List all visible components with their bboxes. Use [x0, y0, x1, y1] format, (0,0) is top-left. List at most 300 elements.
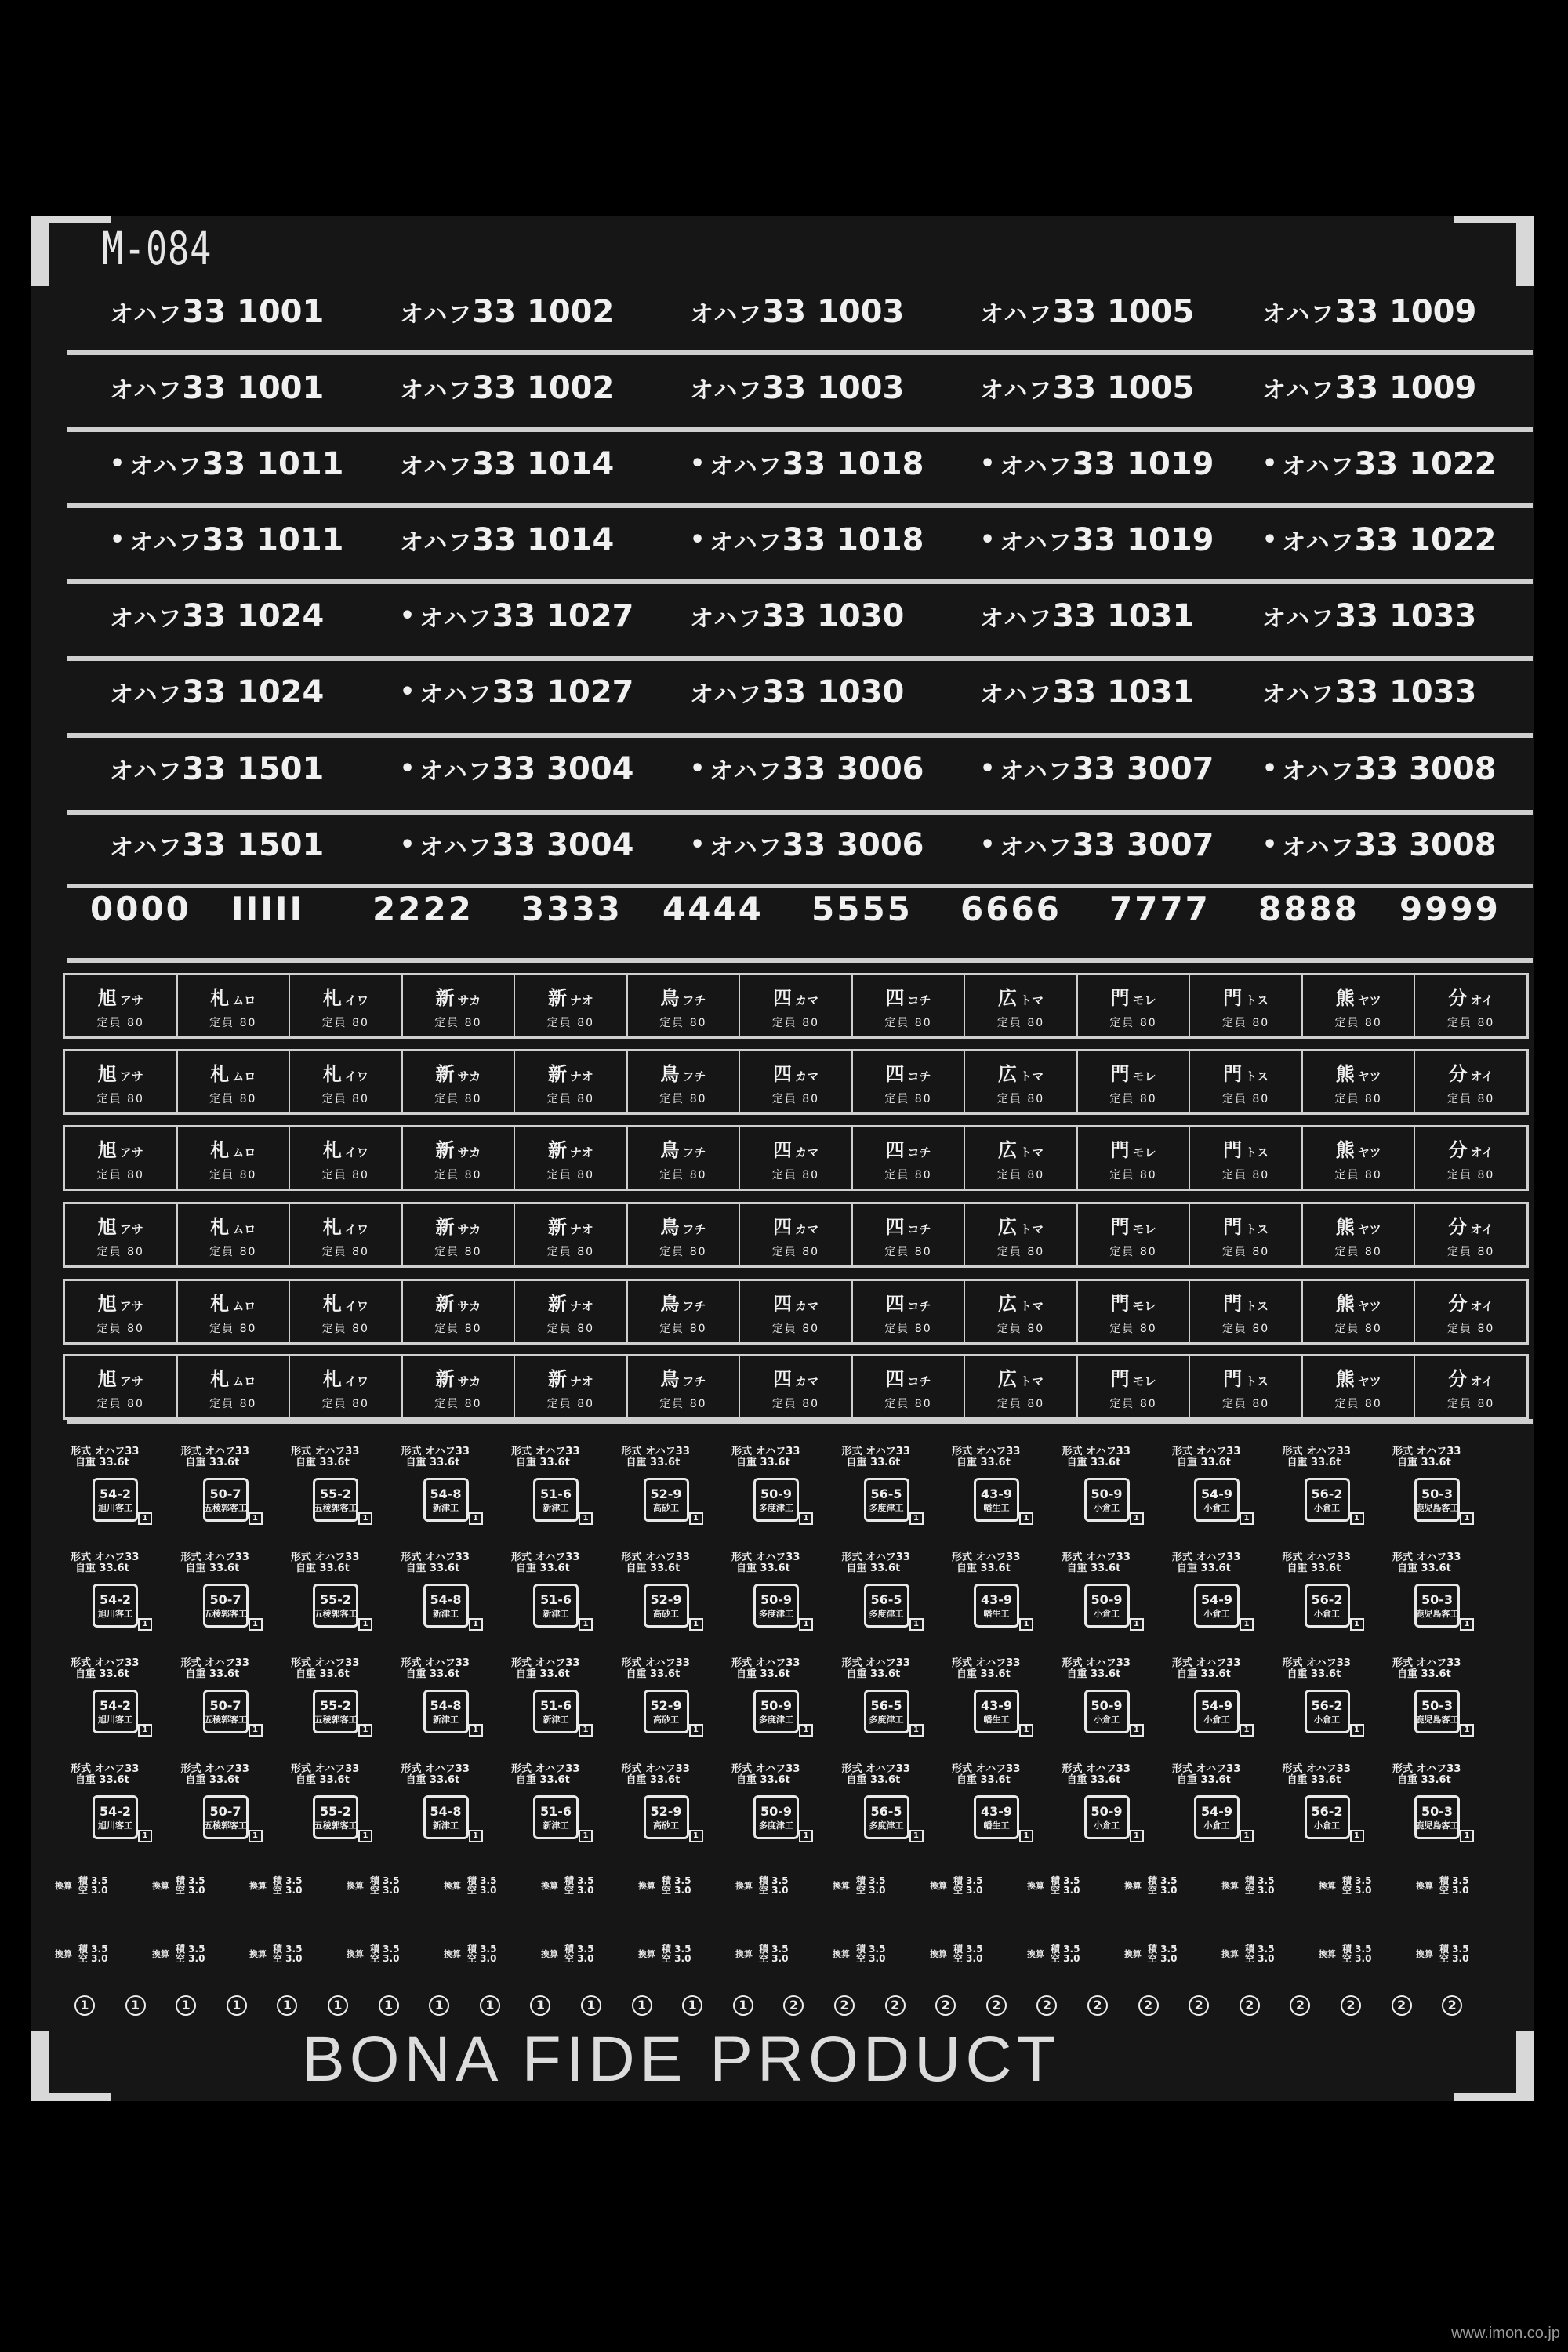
car-number-value: 33 1009 [1334, 370, 1477, 406]
spec-mark: 1 [689, 1830, 703, 1842]
depot-name [1223, 982, 1269, 1010]
divider-line [67, 656, 1533, 661]
capacity-loaded: 積 3.5 [1439, 1944, 1469, 1955]
capacity-text: 定員 80 [546, 1016, 595, 1029]
spec-weight-label: 自重 [185, 1668, 210, 1680]
capacity-loaded: 積 3.5 [1148, 1944, 1178, 1955]
capacity-empty: 空 3.0 [1439, 1885, 1469, 1896]
spec-weight-value: 33.6t [760, 1563, 790, 1574]
depot-plate [628, 1204, 741, 1265]
spec-type-label: 形式 [180, 1552, 205, 1563]
spec-plate [181, 1552, 291, 1646]
depot-name [323, 1288, 368, 1316]
spec-type-label: 形式 [952, 1552, 976, 1563]
spec-type-value: オハフ33 [535, 1657, 580, 1669]
capacity-marking [444, 1944, 496, 1963]
spec-weight-line [406, 1775, 511, 1786]
car-number-value: 33 1005 [1052, 370, 1195, 406]
depot-plate [65, 1356, 178, 1417]
spec-mark: 1 [909, 1618, 924, 1631]
capacity-marking [1124, 1876, 1177, 1895]
spec-weight-value: 33.6t [650, 1774, 681, 1786]
depot-name [210, 1134, 256, 1162]
car-number [110, 522, 344, 558]
depot-code: オイ [1470, 993, 1494, 1007]
spec-weight-line [1177, 1457, 1282, 1468]
spec-mark: 1 [138, 1618, 152, 1631]
depot-name [1449, 1134, 1494, 1162]
car-type: オハフ [690, 681, 763, 709]
capacity-text: 定員 80 [884, 1016, 932, 1029]
depot-code: サカ [457, 1221, 481, 1236]
capacity-values [1245, 1944, 1274, 1963]
capacity-text: 定員 80 [771, 1322, 820, 1335]
depot-plate [1078, 1204, 1191, 1265]
spec-type-value: オハフ33 [94, 1763, 140, 1775]
works-date: 54-8 [430, 1697, 462, 1713]
spec-type-label: 形式 [731, 1552, 756, 1563]
depot-code: アサ [119, 1374, 143, 1388]
watermark: www.imon.co.jp [1451, 2325, 1560, 2342]
capacity-text: 定員 80 [96, 1397, 144, 1410]
spec-weight-label: 自重 [405, 1563, 430, 1574]
circle-number: 2 [1036, 1995, 1057, 2016]
works-date: 50-7 [209, 1697, 241, 1713]
capacity-text: 定員 80 [1334, 1245, 1382, 1258]
works-date: 54-9 [1200, 1486, 1233, 1501]
depot-kanji: 札 [210, 986, 230, 1009]
car-number-value: 33 1031 [1052, 598, 1195, 634]
depot-plate [853, 1356, 966, 1417]
works-date: 50-9 [760, 1592, 793, 1607]
depot-code: アサ [119, 1069, 143, 1083]
depot-name [548, 1211, 593, 1239]
depot-plate [1303, 1281, 1416, 1342]
depot-plate [740, 975, 853, 1036]
capacity-text: 定員 80 [321, 1092, 369, 1105]
spec-weight-line [406, 1563, 511, 1574]
spec-plate [511, 1446, 621, 1541]
spec-mark: 1 [579, 1830, 593, 1842]
spec-weight-label: 自重 [846, 1457, 871, 1468]
capacity-loaded: 積 3.5 [273, 1944, 303, 1955]
spec-mark: 1 [799, 1830, 813, 1842]
car-number-value: 33 1018 [782, 446, 924, 482]
works-name: 多度津工 [759, 1714, 793, 1725]
circle-number: 1 [328, 1995, 348, 2016]
spec-type-label: 形式 [731, 1763, 756, 1775]
works-plate [423, 1584, 469, 1628]
spec-type-value: オハフ33 [1416, 1763, 1461, 1775]
capacity-text: 定員 80 [996, 1092, 1045, 1105]
depot-code: アサ [119, 1298, 143, 1313]
spec-weight-value: 33.6t [1200, 1457, 1231, 1468]
works-name: 幡生工 [983, 1502, 1010, 1513]
works-date: 50-3 [1421, 1486, 1454, 1501]
spec-mark: 1 [1130, 1618, 1144, 1631]
depot-kanji: 新 [435, 1292, 455, 1315]
works-plate [1084, 1795, 1130, 1839]
spec-mark: 1 [1350, 1618, 1364, 1631]
car-number [980, 446, 1214, 482]
works-date: 56-2 [1311, 1803, 1343, 1819]
car-type: オハフ [1000, 453, 1073, 481]
depot-plate [65, 1127, 178, 1189]
depot-kanji: 札 [322, 1215, 342, 1238]
car-type: オハフ [110, 681, 183, 709]
depot-code: トマ [1020, 993, 1044, 1007]
spec-type-line [731, 1658, 841, 1669]
spec-type-label: 形式 [180, 1763, 205, 1775]
car-number-value: 33 3008 [1354, 827, 1497, 863]
works-plate [974, 1478, 1019, 1522]
spec-plate [1283, 1764, 1392, 1858]
spec-mark: 1 [1019, 1512, 1033, 1525]
car-number-value: 33 1027 [492, 674, 634, 710]
spec-type-label: 形式 [841, 1763, 866, 1775]
spec-weight-line [516, 1669, 621, 1680]
capacity-empty: 空 3.0 [759, 1953, 789, 1964]
works-plate [864, 1584, 909, 1628]
capacity-label: 換算 [1319, 1881, 1336, 1891]
car-number-value: 33 1018 [782, 522, 924, 558]
capacity-marking [1027, 1876, 1080, 1895]
capacity-label: 換算 [1027, 1949, 1044, 1959]
spec-mark: 1 [1460, 1512, 1474, 1525]
depot-plate [1190, 1127, 1303, 1189]
car-number-value: 33 1002 [472, 294, 615, 330]
depot-name [1336, 1363, 1381, 1391]
depot-plate [1078, 975, 1191, 1036]
depot-code: コチ [907, 1221, 931, 1236]
capacity-row [55, 1944, 1521, 1976]
capacity-values [856, 1876, 885, 1895]
works-name: 新津工 [543, 1608, 569, 1619]
depot-code: モレ [1132, 1069, 1156, 1083]
car-type: オハフ [110, 605, 183, 633]
capacity-text: 定員 80 [1447, 1092, 1495, 1105]
divider-line [67, 579, 1533, 584]
depot-kanji: 新 [548, 986, 568, 1009]
spec-type-label: 形式 [841, 1657, 866, 1669]
depot-plate [853, 1281, 966, 1342]
capacity-text: 定員 80 [434, 1092, 482, 1105]
capacity-values [1051, 1876, 1080, 1895]
spec-weight-label: 自重 [1066, 1668, 1091, 1680]
works-plate [313, 1795, 358, 1839]
spec-weight-line [956, 1457, 1062, 1468]
depot-name [436, 982, 481, 1010]
capacity-loaded: 積 3.5 [176, 1944, 205, 1955]
spec-weight-label: 自重 [736, 1457, 760, 1468]
car-type: オハフ [1262, 605, 1335, 633]
spec-plate [1283, 1552, 1392, 1646]
spec-plate [1392, 1446, 1502, 1541]
spec-type-line [1283, 1446, 1392, 1457]
capacity-empty: 空 3.0 [1342, 1885, 1372, 1896]
capacity-marking [735, 1944, 788, 1963]
car-number [980, 827, 1214, 863]
depot-code: カマ [794, 1374, 818, 1388]
capacity-marking [1416, 1876, 1468, 1895]
spec-weight-line [1287, 1775, 1392, 1786]
depot-plate [403, 1127, 516, 1189]
car-number [400, 827, 634, 863]
spec-type-value: オハフ33 [1086, 1657, 1131, 1669]
works-name: 幡生工 [983, 1714, 1010, 1725]
depot-name [436, 1058, 481, 1086]
depot-kanji: 旭 [97, 1292, 117, 1315]
spec-type-line [1392, 1658, 1502, 1669]
spec-type-value: オハフ33 [755, 1657, 800, 1669]
capacity-values [953, 1944, 982, 1963]
spec-weight-line [736, 1669, 841, 1680]
works-date: 56-5 [870, 1486, 902, 1501]
spec-mark: 1 [1019, 1724, 1033, 1737]
spec-type-label: 形式 [71, 1552, 95, 1563]
depot-name [773, 1058, 818, 1086]
depot-kanji: 分 [1448, 1292, 1468, 1315]
spec-plate [1392, 1552, 1502, 1646]
car-number [1262, 446, 1497, 482]
depot-code: ナオ [570, 1145, 593, 1160]
spec-weight-label: 自重 [185, 1563, 210, 1574]
works-name: 五稜郭客工 [314, 1502, 358, 1513]
spec-mark: 1 [799, 1724, 813, 1737]
spec-weight-line [847, 1563, 952, 1574]
spec-type-line [1172, 1764, 1282, 1775]
depot-kanji: 札 [210, 1138, 230, 1161]
works-name: 鹿児島客工 [1415, 1608, 1459, 1619]
car-number-value: 33 1001 [182, 294, 325, 330]
depot-code: モレ [1132, 1145, 1156, 1160]
spec-type-label: 形式 [291, 1763, 315, 1775]
depot-name [1336, 982, 1381, 1010]
capacity-text: 定員 80 [321, 1168, 369, 1181]
capacity-loaded: 積 3.5 [953, 1875, 983, 1886]
depot-kanji: 鳥 [660, 1367, 680, 1390]
spec-weight-value: 33.6t [430, 1774, 460, 1786]
spec-weight-label: 自重 [1287, 1457, 1312, 1468]
works-name: 小倉工 [1314, 1608, 1340, 1619]
capacity-label: 換算 [1319, 1949, 1336, 1959]
capacity-text: 定員 80 [1221, 1016, 1270, 1029]
works-name: 多度津工 [869, 1820, 904, 1831]
spec-type-label: 形式 [621, 1552, 646, 1563]
works-name: 鹿児島客工 [1415, 1820, 1459, 1831]
spec-type-label: 形式 [1282, 1446, 1307, 1457]
capacity-text: 定員 80 [659, 1016, 707, 1029]
works-name: 五稜郭客工 [204, 1820, 247, 1831]
spec-type-value: オハフ33 [1306, 1446, 1351, 1457]
depot-plate [1190, 975, 1303, 1036]
digit-group: IIIII [231, 890, 305, 928]
capacity-empty: 空 3.0 [370, 1885, 400, 1896]
works-date: 56-2 [1311, 1486, 1343, 1501]
corner-mark-bottom-left [31, 2031, 111, 2101]
spec-weight-label: 自重 [956, 1563, 981, 1574]
car-number [690, 598, 904, 634]
depot-plate [628, 1356, 741, 1417]
spec-weight-line [736, 1457, 841, 1468]
depot-plate [290, 1356, 403, 1417]
spec-weight-value: 33.6t [430, 1563, 460, 1574]
capacity-loaded: 積 3.5 [273, 1875, 303, 1886]
spec-weight-line [296, 1775, 401, 1786]
depot-kanji: 門 [1110, 1138, 1130, 1161]
spec-type-label: 形式 [180, 1446, 205, 1457]
capacity-text: 定員 80 [96, 1245, 144, 1258]
spec-weight-line [1397, 1775, 1502, 1786]
works-date: 50-9 [1091, 1803, 1123, 1819]
depot-plate [1415, 1051, 1526, 1112]
circle-number: 2 [783, 1995, 804, 2016]
decal-sheet [31, 216, 1534, 2101]
works-name: 小倉工 [1203, 1608, 1230, 1619]
spec-weight-value: 33.6t [1311, 1774, 1341, 1786]
depot-name [885, 1363, 931, 1391]
depot-name [773, 982, 818, 1010]
spec-weight-value: 33.6t [1200, 1563, 1231, 1574]
spec-weight-label: 自重 [75, 1774, 100, 1786]
works-date: 50-9 [760, 1697, 793, 1713]
spec-weight-label: 自重 [296, 1774, 320, 1786]
spec-type-line [71, 1446, 180, 1457]
depot-plate [740, 1204, 853, 1265]
capacity-text: 定員 80 [434, 1168, 482, 1181]
works-plate [533, 1584, 579, 1628]
capacity-text: 定員 80 [546, 1397, 595, 1410]
depot-name [1223, 1288, 1269, 1316]
capacity-values [759, 1944, 788, 1963]
spec-type-value: オハフ33 [314, 1657, 360, 1669]
spec-plate [291, 1446, 401, 1541]
capacity-label: 換算 [152, 1949, 169, 1959]
spec-weight-label: 自重 [185, 1457, 210, 1468]
spec-type-value: オハフ33 [1086, 1552, 1131, 1563]
depot-plate [1415, 1127, 1526, 1189]
spec-plate [952, 1764, 1062, 1858]
car-type: オハフ [400, 301, 473, 328]
spec-weight-label: 自重 [296, 1668, 320, 1680]
capacity-text: 定員 80 [434, 1397, 482, 1410]
depot-kanji: 門 [1223, 1367, 1243, 1390]
digit-group: 6666 [960, 890, 1062, 928]
spec-type-value: オハフ33 [1196, 1552, 1241, 1563]
spec-type-line [401, 1764, 511, 1775]
capacity-label: 換算 [1221, 1881, 1239, 1891]
works-date: 51-6 [539, 1592, 572, 1607]
works-name: 小倉工 [1314, 1820, 1340, 1831]
dot-mark: • [690, 450, 706, 477]
spec-weight-label: 自重 [1397, 1457, 1421, 1468]
spec-weight-value: 33.6t [209, 1563, 240, 1574]
car-number [400, 598, 634, 634]
spec-weight-value: 33.6t [209, 1668, 240, 1680]
depot-code: ムロ [232, 993, 256, 1007]
capacity-empty: 空 3.0 [467, 1885, 497, 1896]
capacity-label: 換算 [249, 1949, 267, 1959]
depot-code: カマ [794, 993, 818, 1007]
spec-plate [401, 1446, 511, 1541]
depot-code: ヤツ [1357, 1069, 1381, 1083]
spec-weight-label: 自重 [1287, 1774, 1312, 1786]
capacity-text: 定員 80 [96, 1168, 144, 1181]
depot-code: イワ [344, 1069, 368, 1083]
spec-type-label: 形式 [841, 1446, 866, 1457]
depot-kanji: 分 [1448, 1367, 1468, 1390]
car-type: オハフ [1262, 301, 1335, 328]
depot-code: コチ [907, 993, 931, 1007]
capacity-values [564, 1944, 593, 1963]
capacity-text: 定員 80 [659, 1092, 707, 1105]
spec-weight-label: 自重 [1287, 1668, 1312, 1680]
car-type: オハフ [710, 529, 782, 557]
works-plate [93, 1478, 138, 1522]
spec-type-line [71, 1552, 180, 1563]
capacity-values [662, 1944, 691, 1963]
depot-name [998, 1288, 1044, 1316]
spec-weight-value: 33.6t [1091, 1563, 1121, 1574]
spec-plate [1062, 1764, 1172, 1858]
capacity-empty: 空 3.0 [1245, 1953, 1275, 1964]
spec-weight-line [186, 1457, 291, 1468]
spec-type-value: オハフ33 [1306, 1657, 1351, 1669]
depot-plate [1303, 1204, 1416, 1265]
capacity-marking [638, 1944, 691, 1963]
circle-number: 1 [733, 1995, 753, 2016]
circle-number: 1 [682, 1995, 702, 2016]
car-type: オハフ [1282, 453, 1355, 481]
depot-kanji: 札 [322, 1367, 342, 1390]
car-number-value: 33 1003 [762, 294, 905, 330]
spec-type-label: 形式 [401, 1552, 426, 1563]
spec-type-value: オハフ33 [1086, 1446, 1131, 1457]
car-number-value: 33 3004 [492, 827, 634, 863]
circle-number: 1 [530, 1995, 550, 2016]
spec-type-value: オハフ33 [1416, 1657, 1461, 1669]
car-number [400, 522, 614, 558]
depot-name [1223, 1058, 1269, 1086]
capacity-marking [249, 1944, 302, 1963]
depot-name [98, 1211, 143, 1239]
spec-weight-value: 33.6t [1421, 1774, 1451, 1786]
capacity-marking [55, 1876, 107, 1895]
capacity-marking [347, 1876, 399, 1895]
depot-plate [178, 1051, 291, 1112]
capacity-text: 定員 80 [1447, 1397, 1495, 1410]
spec-type-label: 形式 [731, 1446, 756, 1457]
spec-weight-label: 自重 [296, 1563, 320, 1574]
depot-kanji: 旭 [97, 1138, 117, 1161]
capacity-label: 換算 [1221, 1949, 1239, 1959]
depot-kanji: 門 [1223, 986, 1243, 1009]
capacity-values [564, 1876, 593, 1895]
spec-type-value: オハフ33 [645, 1552, 690, 1563]
spec-type-value: オハフ33 [425, 1552, 470, 1563]
divider-line [67, 427, 1533, 432]
spec-weight-value: 33.6t [1311, 1668, 1341, 1680]
capacity-text: 定員 80 [771, 1168, 820, 1181]
depot-plate [1303, 975, 1416, 1036]
car-type: オハフ [1282, 529, 1355, 557]
spec-mark: 1 [1019, 1830, 1033, 1842]
car-number-value: 33 1501 [182, 751, 325, 787]
depot-plate [1190, 1281, 1303, 1342]
circle-number: 1 [277, 1995, 297, 2016]
depot-plate [965, 1127, 1078, 1189]
depot-name [210, 982, 256, 1010]
